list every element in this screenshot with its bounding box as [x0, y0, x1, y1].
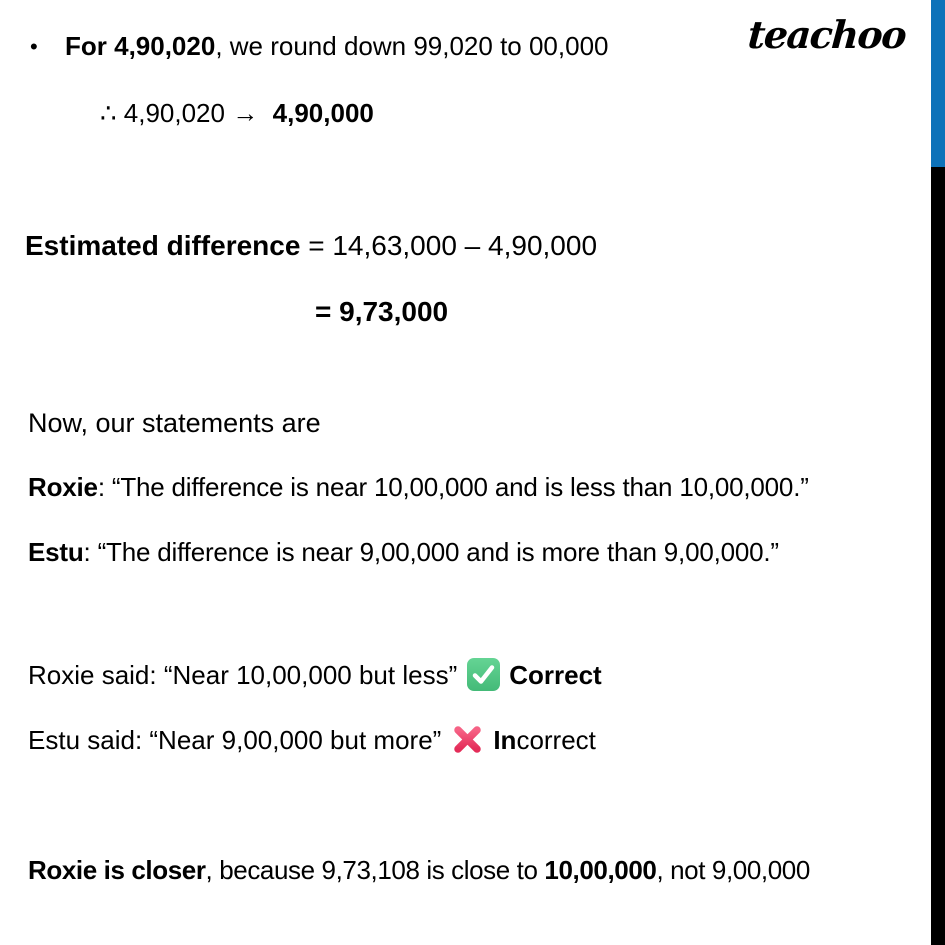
bullet-marker: • [30, 34, 38, 59]
conclusion-line [28, 855, 810, 886]
roxie-verdict-line [28, 658, 602, 691]
therefore-prefix: ∴ 4,90,020 → [100, 98, 273, 128]
conclusion-mid-text: , because 9,73,108 is close to [205, 855, 545, 885]
right-edge-black-bar [931, 167, 945, 945]
estimated-result-line: = 9,73,000 [315, 296, 449, 327]
bullet-point-line [30, 31, 609, 62]
right-edge-blue-bar [931, 0, 945, 167]
estu-statement-text: : “The difference is near 9,00,000 and is more than 9,00,000.” [83, 537, 779, 567]
conclusion-bold-roxie: Roxie is closer [28, 855, 206, 885]
bullet-bold-text: For 4,90,020 [65, 31, 216, 61]
correct-label: Correct [509, 660, 602, 690]
estu-statement-line [28, 537, 779, 568]
therefore-rounded-value: 4,90,000 [272, 98, 374, 128]
roxie-verdict-text: Roxie said: “Near 10,00,000 but less” [28, 660, 458, 690]
estu-verdict-text: Estu said: “Near 9,00,000 but more” [28, 725, 442, 755]
conclusion-end-text: , not 9,00,000 [656, 855, 810, 885]
statements-intro-line: Now, our statements are [28, 408, 321, 438]
therefore-line [100, 98, 374, 129]
roxie-name: Roxie [28, 472, 98, 502]
estimated-difference-expression: = 14,63,000 – 4,90,000 [300, 230, 598, 261]
incorrect-label-bold: In [493, 725, 517, 755]
estimated-difference-line [25, 229, 597, 263]
estimated-difference-label: Estimated difference [25, 230, 301, 261]
red-cross-icon [451, 723, 484, 756]
estu-verdict-line [28, 723, 596, 756]
incorrect-label-rest: correct [516, 725, 596, 755]
conclusion-bold-number: 10,00,000 [544, 855, 657, 885]
roxie-statement-text: : “The difference is near 10,00,000 and is less than 10,00,000.” [97, 472, 809, 502]
bullet-rest-text: , we round down 99,020 to 00,000 [215, 31, 609, 61]
teachoo-logo: teachoo [746, 12, 907, 57]
estu-name: Estu [28, 537, 84, 567]
green-check-icon [467, 658, 500, 691]
roxie-statement-line [28, 472, 809, 503]
